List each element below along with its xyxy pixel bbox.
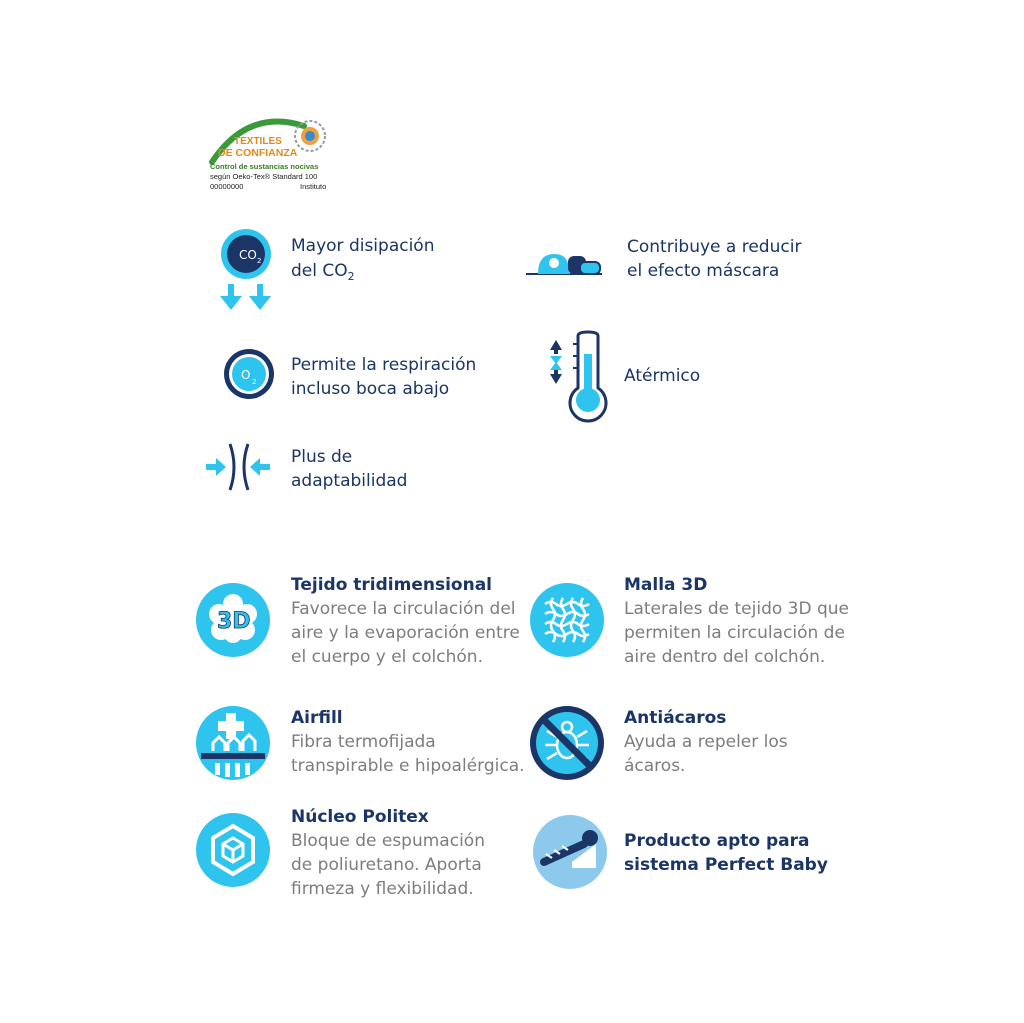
component-3d-title: Tejido tridimensional <box>291 575 492 595</box>
component-3d-desc-3: el cuerpo y el colchón. <box>291 647 483 667</box>
certificate-code: 00000000 <box>210 182 244 191</box>
certificate-line4: según Oeko-Tex® Standard 100 <box>210 172 318 181</box>
feature-athermic: Atérmico <box>624 366 701 386</box>
sleeping-baby-icon <box>524 248 608 288</box>
feature-co2-line1: Mayor disipación <box>291 236 435 256</box>
component-mesh-desc-3: aire dentro del colchón. <box>624 647 826 667</box>
component-airfill-title: Airfill <box>291 708 343 728</box>
mesh-icon <box>529 582 605 658</box>
perfect-baby-icon <box>532 814 608 890</box>
component-perfectbaby-title2: sistema Perfect Baby <box>624 855 828 875</box>
component-airfill-desc-2: transpirable e hipoalérgica. <box>291 756 525 776</box>
feature-mask-line2: el efecto máscara <box>627 261 780 281</box>
component-3d-desc-1: Favorece la circulación del <box>291 599 516 619</box>
component-foam-desc-1: Bloque de espumación <box>291 831 485 851</box>
svg-text:CO: CO <box>239 248 257 262</box>
adaptability-icon <box>204 440 274 496</box>
component-antimite-desc-2: ácaros. <box>624 756 686 776</box>
anti-mite-icon <box>529 705 605 781</box>
feature-o2-line2: incluso boca abajo <box>291 379 450 399</box>
certificate-line3: Control de sustancias nocivas <box>210 162 319 171</box>
component-mesh-desc-1: Laterales de tejido 3D que <box>624 599 850 619</box>
feature-adapt-line2: adaptabilidad <box>291 471 408 491</box>
component-antimite-desc-1: Ayuda a repeler los <box>624 732 788 752</box>
component-perfectbaby-title: Producto apto para <box>624 831 810 851</box>
3d-fabric-icon <box>195 582 271 658</box>
component-foam-desc-2: de poliuretano. Aporta <box>291 855 482 875</box>
component-foam-title: Núcleo Politex <box>291 807 429 827</box>
foam-core-icon <box>195 812 271 888</box>
airfill-icon <box>195 705 271 781</box>
svg-text:O: O <box>241 368 251 382</box>
feature-co2-line2 <box>291 259 355 289</box>
svg-text:2: 2 <box>252 378 257 386</box>
component-foam-desc-3: firmeza y flexibilidad. <box>291 879 474 899</box>
co2-dissipation-icon <box>216 228 276 318</box>
feature-co2-line2-text: del CO <box>291 261 348 281</box>
feature-co2-subscript: 2 <box>347 270 355 283</box>
certificate-institute: Instituto <box>300 182 327 191</box>
svg-text:3D: 3D <box>217 609 251 634</box>
component-mesh-desc-2: permiten la circulación de <box>624 623 845 643</box>
component-airfill-desc-1: Fibra termofijada <box>291 732 436 752</box>
feature-adapt-line1: Plus de <box>291 447 353 467</box>
feature-mask-line1: Contribuye a reducir <box>627 237 802 257</box>
component-antimite-title: Antiácaros <box>624 708 727 728</box>
thermometer-icon <box>542 330 612 420</box>
svg-text:2: 2 <box>257 257 262 265</box>
component-mesh-title: Malla 3D <box>624 575 708 595</box>
certificate-line2: DE CONFIANZA <box>218 147 298 159</box>
oeko-tex-certificate <box>208 112 338 202</box>
component-3d-desc-2: aire y la evaporación entre <box>291 623 520 643</box>
certificate-line1: TEXTILES <box>234 136 282 147</box>
o2-icon <box>223 348 275 400</box>
feature-o2-line1: Permite la respiración <box>291 355 477 375</box>
